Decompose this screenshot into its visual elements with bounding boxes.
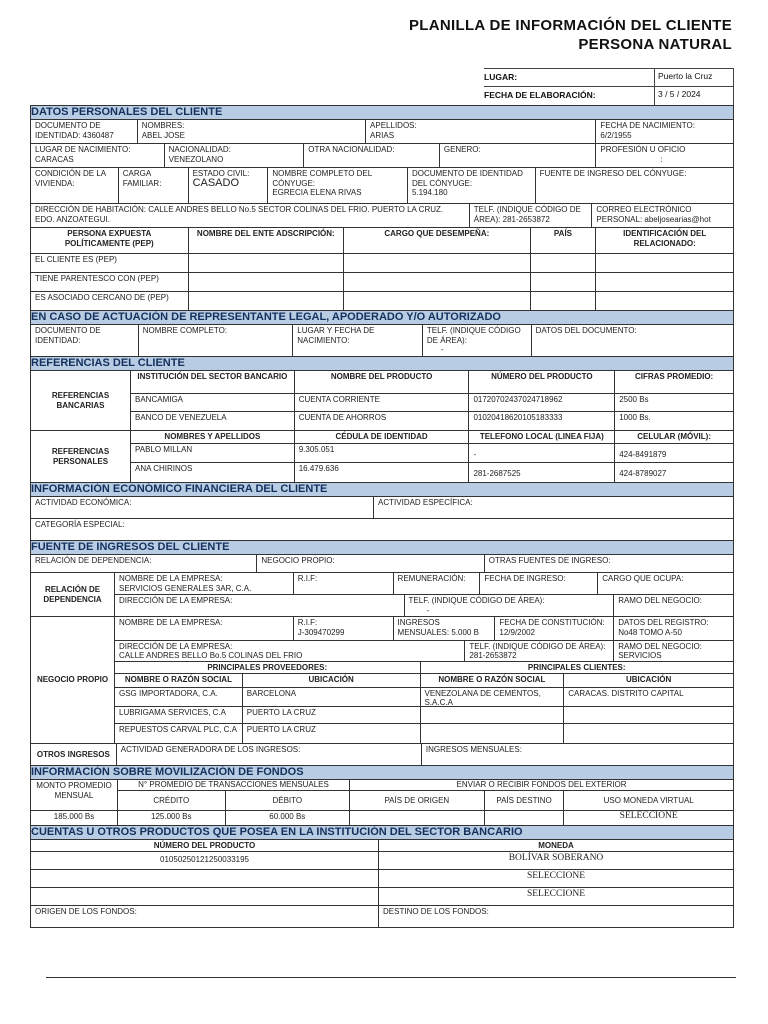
- empresa-field[interactable]: NOMBRE DE LA EMPRESA: SERVICIOS GENERALES 3AR, C.A.: [119, 574, 252, 593]
- apellidos-field[interactable]: APELLIDOS: ARIAS: [365, 120, 595, 143]
- debito-label: DÉBITO: [225, 791, 349, 811]
- debito-value[interactable]: 60.000 Bs: [225, 811, 349, 825]
- moneda-header: MONEDA: [378, 840, 733, 851]
- monto-promedio-value[interactable]: 185.000 Bs: [31, 810, 117, 825]
- cuenta-row[interactable]: [31, 869, 733, 887]
- footer-divider: [46, 977, 736, 978]
- moneda-virtual-label: USO MONEDA VIRTUAL: [563, 791, 733, 811]
- direccion-habitacion-field[interactable]: DIRECCIÓN DE HABITACIÓN: CALLE ANDRES BELLO No.5 SECTOR COLINAS DEL FRIO. PUERTO LA CRUZ. EDO. ANZOATEGUI.: [35, 205, 444, 224]
- actividad-economica-field[interactable]: ACTIVIDAD ECONÓMICA:: [35, 498, 132, 507]
- correo-field[interactable]: CORREO ELECTRÓNICO PERSONAL: abeljosearias@hot: [591, 204, 733, 227]
- pep-row[interactable]: TIENE PARENTESCO CON (PEP): [31, 272, 733, 291]
- section-datos-personales: DATOS PERSONALES DEL CLIENTE: [31, 106, 733, 119]
- ramo-negocio-field[interactable]: RAMO DEL NEGOCIO:: [613, 595, 733, 616]
- moneda-select: BOLÍVAR SOBERANO: [378, 852, 733, 869]
- lugar-nacimiento-field[interactable]: LUGAR DE NACIMIENTO: CARACAS: [35, 145, 131, 164]
- section-referencias: REFERENCIAS DEL CLIENTE: [31, 356, 733, 370]
- form-title: [409, 16, 732, 54]
- cuenta-row[interactable]: [31, 887, 733, 905]
- conyuge-field[interactable]: NOMBRE COMPLETO DEL CÓNYUGE: EGRECIA ELENA RIVAS: [267, 168, 407, 203]
- section-cuentas: CUENTAS U OTROS PRODUCTOS QUE POSEA EN LA INSTITUCIÓN DEL SECTOR BANCARIO: [31, 825, 733, 839]
- np-ingresos-field[interactable]: INGRESOS MENSUALES: 5.000 B: [393, 617, 495, 640]
- personal-row[interactable]: PABLO MILLAN 9.305.051 - 424-8491879: [131, 443, 733, 463]
- np-empresa-field[interactable]: NOMBRE DE LA EMPRESA:: [119, 618, 223, 627]
- section-movilizacion: INFORMACIÓN SOBRE MOVILIZACIÓN DE FONDOS: [31, 765, 733, 779]
- rep-telefono-field[interactable]: TELF. (INDIQUE CÓDIGO DE ÁREA): -: [422, 325, 531, 356]
- np-direccion-field[interactable]: DIRECCIÓN DE LA EMPRESA: CALLE ANDRES BELLO Bo.5 COLINAS DEL FRIO: [119, 641, 303, 661]
- destino-fondos-field[interactable]: DESTINO DE LOS FONDOS:: [378, 906, 733, 927]
- profesion-field[interactable]: PROFESIÓN U OFICIO :: [595, 144, 733, 167]
- relacion-dependencia-field[interactable]: RELACIÓN DE DEPENDENCIA:: [35, 556, 152, 565]
- bank-row[interactable]: BANCAMIGA CUENTA CORRIENTE 01720702437024718962 2500 Bs: [131, 393, 733, 412]
- rep-nombre-field[interactable]: NOMBRE COMPLETO:: [138, 325, 293, 356]
- nombres-field[interactable]: NOMBRES: ABEL JOSE: [137, 120, 365, 143]
- nacionalidad-field[interactable]: NACIONALIDAD: VENEZOLANO: [164, 144, 304, 167]
- personal-row[interactable]: ANA CHIRINOS 16.479.636 281-2687525 424-8789027: [131, 462, 733, 482]
- place-date-box: [484, 68, 734, 106]
- carga-familiar-field[interactable]: CARGA FAMILIAR:: [118, 168, 188, 203]
- personal-header-row: NOMBRES Y APELLIDOS CÉDULA DE IDENTIDAD TELEFONO LOCAL (LINEA FIJA) CELULAR (MÓVIL):: [131, 431, 733, 443]
- origen-fondos-field[interactable]: ORIGEN DE LOS FONDOS:: [35, 907, 137, 916]
- moneda-select: SELECCIONE: [378, 888, 733, 905]
- pep-header-row: PERSONA EXPUESTA POLÍTICAMENTE (PEP) NOMBRE DEL ENTE ADSCRIPCIÓN: CARGO QUE DESEMPEÑA: PAÍS IDENTIFICACIÓN DEL RELACIONADO:: [31, 227, 733, 253]
- numero-producto-header: NÚMERO DEL PRODUCTO: [153, 841, 256, 850]
- credito-label: CRÉDITO: [153, 795, 190, 805]
- fecha-field[interactable]: 3 / 5 / 2024: [654, 87, 734, 105]
- moneda-select: SELECCIONE: [378, 870, 733, 887]
- proveedor-cliente-row[interactable]: GSG IMPORTADORA, C.A. BARCELONA VENEZOLANA DE CEMENTOS, S.A.C.A CARACAS. DISTRITO CAPITAL: [115, 687, 733, 706]
- lugar-label: LUGAR:: [484, 72, 518, 82]
- categoria-especial-field[interactable]: CATEGORÍA ESPECIAL:: [35, 520, 125, 529]
- bank-header-row: INSTITUCIÓN DEL SECTOR BANCARIO NOMBRE DEL PRODUCTO NÚMERO DEL PRODUCTO CIFRAS PROMEDIO:: [131, 371, 733, 393]
- bank-row[interactable]: BANCO DE VENEZUELA CUENTA DE AHORROS 01020418620105183333 1000 Bs.: [131, 411, 733, 430]
- lugar-field[interactable]: Puerto la Cruz: [654, 69, 734, 87]
- condicion-vivienda-field[interactable]: CONDICIÓN DE LA VIVIENDA:: [35, 169, 106, 188]
- otra-nacionalidad-field[interactable]: OTRA NACIONALIDAD:: [303, 144, 439, 167]
- direccion-empresa-field[interactable]: DIRECCIÓN DE LA EMPRESA:: [119, 596, 233, 605]
- negocio-propio-field[interactable]: NEGOCIO PROPIO:: [256, 555, 483, 572]
- credito-value[interactable]: 125.000 Bs: [151, 812, 192, 822]
- section-fuente-ingresos: FUENTE DE INGRESOS DEL CLIENTE: [31, 540, 733, 554]
- pais-destino-field[interactable]: [484, 811, 564, 825]
- np-ramo-field[interactable]: RAMO DEL NEGOCIO: SERVICIOS: [613, 641, 733, 661]
- rep-lugar-field[interactable]: LUGAR Y FECHA DE NACIMIENTO:: [292, 325, 422, 356]
- pep-row[interactable]: EL CLIENTE ES (PEP): [31, 253, 733, 272]
- estado-civil-field[interactable]: ESTADO CIVIL: CASADO: [188, 168, 268, 203]
- actividad-especifica-field[interactable]: ACTIVIDAD ESPECÍFICA:: [373, 497, 733, 518]
- fuente-conyuge-field[interactable]: FUENTE DE INGRESO DEL CÓNYUGE:: [535, 168, 733, 203]
- fecha-nacimiento-field[interactable]: FECHA DE NACIMIENTO: 6/2/1955: [595, 120, 733, 143]
- otras-fuentes-field[interactable]: OTRAS FUENTES DE INGRESO:: [484, 555, 733, 572]
- np-rif-field[interactable]: R.I.F: J-309470299: [293, 617, 393, 640]
- negocio-propio-label: NEGOCIO PROPIO: [36, 675, 109, 685]
- np-fecha-constitucion-field[interactable]: FECHA DE CONSTITUCIÓN: 12/9/2002: [494, 617, 613, 640]
- pais-destino-label: PAÍS DESTINO: [484, 791, 564, 811]
- referencias-personales-label: REFERENCIAS PERSONALES: [51, 447, 110, 466]
- pep-row[interactable]: ES ASOCIADO CERCANO DE (PEP): [31, 291, 733, 310]
- proveedor-cliente-row[interactable]: REPUESTOS CARVAL PLC, C.A PUERTO LA CRUZ: [115, 723, 733, 743]
- genero-field[interactable]: GENERO:: [439, 144, 596, 167]
- form-sheet: DATOS PERSONALES DEL CLIENTE DOCUMENTO DE IDENTIDAD: 4360487 NOMBRES: ABEL JOSE APELLIDOS: ARIAS FECHA DE NACIMIENTO: 6/2/1955 LUGAR DE NACIMIENTO: CARACAS NACIONALIDAD: VENEZOLANO OTRA NACIONALIDAD: GENERO: PROFESIÓN U OFICIO : CONDICIÓN DE LA VIVIENDA: CARGA FAMILIAR: ESTADO CIVIL: CASADO NOMBRE COMPLETO DEL CÓNYUGE: EGRECIA ELENA RIVAS DOCUMENTO DE IDENTIDAD DEL CÓNYUGE: 5.194.180 FUENTE DE INGRESO DEL CÓNYUGE: DIRECCIÓN DE HABITACIÓN: CALLE ANDRES BELLO No.5 SECTOR COLINAS DEL FRIO. PUERTO LA CRUZ. EDO. ANZOATEGUI. TELF. (INDIQUE CÓDIGO DE ÁREA): 281-2653872 CORREO ELECTRÓNICO PERSONAL: abeljosearias@hot PERSONA EXPUESTA POLÍTICAMENTE (PEP) NOMBRE DEL ENTE ADSCRIPCIÓN: CARGO QUE DESEMPEÑA: PAÍS IDENTIFICACIÓN DEL RELACIONADO: EL CLIENTE ES (PEP) TIENE PARENTESCO CON (PEP) ES ASOCIADO CERCANO DE (PEP) EN CASO DE ACTUACIÓN DE REPRESENTANTE LEGAL, APODERADO Y/O AUTORIZADO DOCUMENTO DE IDENTIDAD: NOMBRE COMPLETO: LUGAR Y FECHA DE NACIMIENTO: TELF. (INDIQUE CÓDIGO DE ÁREA): - DATOS DEL DOCUMENTO: REFERENCIAS DEL CLIENTE REFERENCIAS BANCARIAS INSTITUCIÓN DEL SECTOR BANCARIO NOMBRE DEL PRODUCTO NÚMERO DEL PRODUCTO CIFRAS PROMEDIO: BANCAMIGA CUENTA CORRIENTE 01720702437024718962 2500 Bs BANCO DE VENEZUELA CUENTA DE AHORROS 01020418620105183333 1000 Bs. REFERENCIAS PERSONALES NOMBRES Y APELLIDOS CÉDULA DE IDENTIDAD TELEFONO LOCAL (LINEA FIJA) CELULAR (MÓVIL): PABLO MILLAN 9.305.051 - 424-8491879 ANA CHIRINOS 16.479.636 281-2687525 424-8789027 INFORMACIÓN ECONÓMICO FINANCIERA DEL CLIENTE ACTIVIDAD ECONÓMICA: ACTIVIDAD ESPECÍFICA: CATEGORÍA ESPECIAL: FUENTE DE INGRESOS DEL CLIENTE RELACIÓN DE DEPENDENCIA: NEGOCIO PROPIO: OTRAS FUENTES DE INGRESO: RELACIÓN DE DEPENDENCIA NOMBRE DE LA EMPRESA: SERVICIOS GENERALES 3AR, C.A. R.I.F: REMUNERACIÓN: FECHA DE INGRESO: CARGO QUE OCUPA: DIRECCIÓN DE LA EMPRESA: TELF. (INDIQUE CÓDIGO DE ÁREA): - RAMO DEL NEGOCIO: NEGOCIO PROPIO NOMBRE DE LA EMPRESA: R.I.F: J-309470299 INGRESOS MENSUALES: 5.000 B FECHA DE CONSTITUCIÓN: 12/9/2002 DATOS DEL REGISTRO: No48 TOMO A-50 DIRECCIÓN DE LA EMPRESA: CALLE ANDRES BELLO Bo.5 COLINAS DEL FRIO TELF. (INDIQUE CÓDIGO DE ÁREA): 281-2653872 RAMO DEL NEGOCIO: SERVICIOS PRINCIPALES PROVEEDORES: PRINCIPALES CLIENTES: NOMBRE O RAZÓN SOCIAL UBICACIÓN NOMBRE O RAZÓN SOCIAL UBICACIÓN GSG IMPORTADORA, C.A. BARCELONA VENEZOLANA DE CEMENTOS, S.A.C.A CARACAS. DISTRITO CAPITAL LUBRIGAMA SERVICES, C.A PUERTO LA CRUZ REPUESTOS CARVAL PLC, C.A PUERTO LA CRUZ OTROS INGRESOS ACTIVIDAD GENERADORA DE LOS INGRESOS: INGRESOS MENSUALES: INFORMACIÓN SOBRE MOVILIZACIÓN DE FONDOS MONTO PROMEDIO MENSUAL 185.000 Bs N° PROMEDIO DE TRANSACCIONES MENSUALES CRÉDITO DÉBITO 125.000 Bs 60.000 Bs ENVIAR O RECIBIR FONDOS DEL EXTERIOR PAÍS DE ORIGEN PAÍS DESTINO USO MONEDA VIRTUAL SELECCIONE CUENTAS U OTROS PRODUCTOS QUE POSEA EN LA INSTITUCIÓN DEL SECTOR BANCARIO NÚMERO DEL PRODUCTO MONEDA 01050250121250033195 BOLÍVAR SOBERANO SELECCIONE SELECCIONE ORIGEN DE LOS FONDOS: DESTINO DE LOS FONDOS:: [30, 105, 734, 928]
- monto-promedio-label: MONTO PROMEDIO MENSUAL: [36, 781, 112, 800]
- title-line-1: PLANILLA DE INFORMACIÓN DEL CLIENTE: [409, 17, 732, 34]
- fecha-ingreso-field[interactable]: FECHA DE INGRESO:: [479, 573, 597, 594]
- otros-ingresos-label: OTROS INGRESOS: [36, 749, 110, 759]
- cuenta-row[interactable]: 01050250121250033195 BOLÍVAR SOBERANO: [31, 851, 733, 869]
- section-representante: EN CASO DE ACTUACIÓN DE REPRESENTANTE LEGAL, APODERADO Y/O AUTORIZADO: [31, 310, 733, 324]
- rif-field[interactable]: R.I.F:: [293, 573, 393, 594]
- rep-datos-documento-field[interactable]: DATOS DEL DOCUMENTO:: [531, 325, 733, 356]
- np-registro-field[interactable]: DATOS DEL REGISTRO: No48 TOMO A-50: [613, 617, 733, 640]
- title-line-2: PERSONA NATURAL: [578, 36, 732, 53]
- referencias-bancarias-label: REFERENCIAS BANCARIAS: [51, 391, 110, 410]
- np-telefono-field[interactable]: TELF. (INDIQUE CÓDIGO DE ÁREA): 281-2653872: [464, 641, 613, 661]
- fecha-label: FECHA DE ELABORACIÓN:: [484, 90, 596, 100]
- telefono-field[interactable]: TELF. (INDIQUE CÓDIGO DE ÁREA): 281-2653872: [469, 204, 592, 227]
- moneda-virtual-select[interactable]: SELECCIONE: [563, 811, 733, 825]
- remuneracion-field[interactable]: REMUNERACIÓN:: [393, 573, 480, 594]
- transacciones-label: N° PROMEDIO DE TRANSACCIONES MENSUALES: [138, 780, 329, 789]
- cargo-field[interactable]: CARGO QUE OCUPA:: [597, 573, 733, 594]
- section-economico: INFORMACIÓN ECONÓMICO FINANCIERA DEL CLIENTE: [31, 482, 733, 496]
- ingresos-mensuales-field[interactable]: INGRESOS MENSUALES:: [421, 744, 733, 765]
- estado-civil-value: CASADO: [192, 176, 240, 189]
- pais-origen-label: PAÍS DE ORIGEN: [384, 795, 450, 805]
- proveedores-header: PRINCIPALES PROVEEDORES:: [207, 662, 328, 672]
- clientes-header: PRINCIPALES CLIENTES:: [420, 662, 734, 673]
- telefono-empresa-field[interactable]: TELF. (INDIQUE CÓDIGO DE ÁREA): -: [404, 595, 614, 616]
- doc-identidad-field[interactable]: DOCUMENTO DE IDENTIDAD: 4360487: [35, 121, 114, 140]
- dependencia-label: RELACIÓN DE DEPENDENCIA: [43, 585, 102, 604]
- enviar-recibir-label: ENVIAR O RECIBIR FONDOS DEL EXTERIOR: [456, 780, 627, 789]
- actividad-generadora-field[interactable]: ACTIVIDAD GENERADORA DE LOS INGRESOS:: [116, 744, 421, 765]
- rep-documento-field[interactable]: DOCUMENTO DE IDENTIDAD:: [35, 326, 101, 345]
- doc-conyuge-field[interactable]: DOCUMENTO DE IDENTIDAD DEL CÓNYUGE: 5.194.180: [407, 168, 535, 203]
- pais-origen-field[interactable]: [350, 811, 484, 825]
- proveedor-cliente-row[interactable]: LUBRIGAMA SERVICES, C.A PUERTO LA CRUZ: [115, 706, 733, 724]
